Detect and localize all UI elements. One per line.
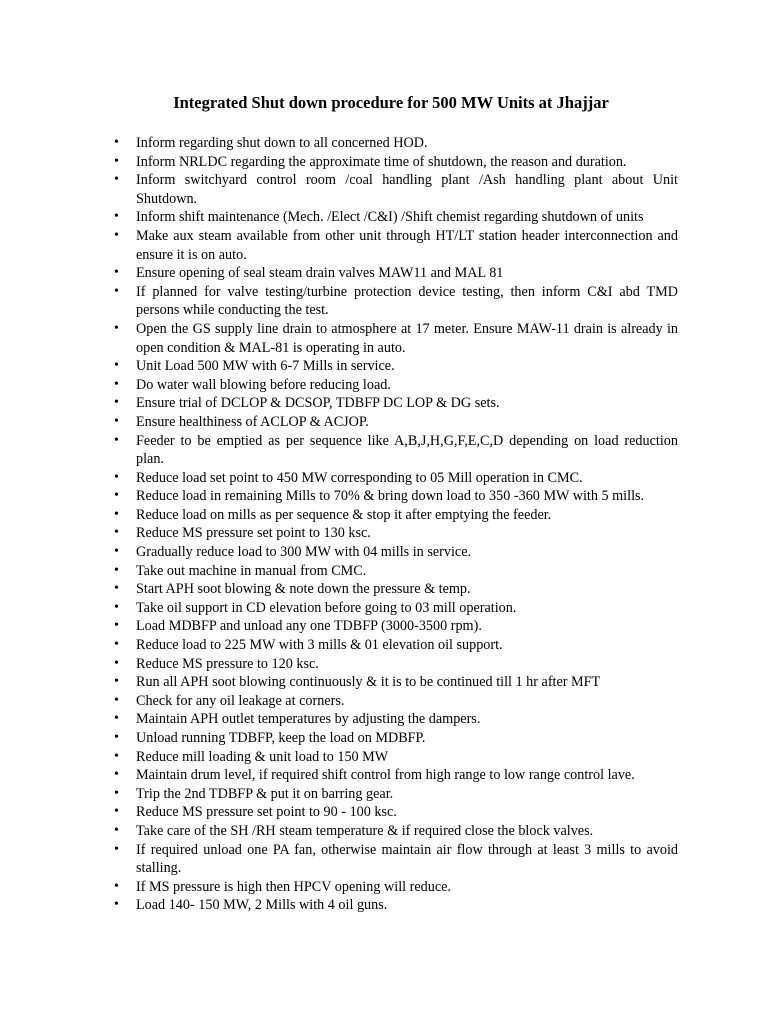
bullet-icon: • [114,209,119,225]
list-item-text: Take oil support in CD elevation before going to 03 mill operation. [136,599,517,616]
list-item [0,208,768,227]
list-item-text: Gradually reduce load to 300 MW with 04 mills in service. [136,544,472,561]
list-item [0,134,768,153]
list-item [0,264,768,283]
list-item-text: Inform switchyard control room /coal handling plant /Ash handling plant about Unit Shutdown. [136,172,678,207]
list-item-text: Feeder to be emptied as per sequence like A,B,J,H,G,F,E,C,D depending on load reduction plan. [136,432,678,468]
list-item [0,617,768,636]
bullet-icon: • [114,822,119,838]
list-item-text: Start APH soot blowing & note down the pressure & temp. [136,581,471,598]
bullet-icon: • [114,376,119,392]
list-item-text: Make aux steam available from other unit through HT/LT station header interconnection and ensure it is on auto. [136,227,678,263]
list-item-text: Unload running TDBFP, keep the load on MDBFP. [136,730,426,746]
list-item-text: Reduce mill loading & unit load to 150 MW [136,748,389,765]
document-title: Integrated Shut down procedure for 500 MW Units at Jhajjar [173,93,609,112]
list-item [0,580,768,599]
list-item [0,487,768,506]
list-item [0,153,768,172]
list-item [0,766,768,785]
bullet-icon: • [114,674,119,690]
bullet-icon: • [114,730,119,745]
bullet-icon: • [114,283,119,299]
bullet-icon: • [114,413,119,429]
bullet-icon: • [114,581,119,597]
list-item-text: Ensure trial of DCLOP & DCSOP, TDBFP DC LOP & DG sets. [136,395,500,412]
bullet-icon: • [114,897,119,913]
bullet-icon: • [114,358,119,374]
bullet-icon: • [114,525,119,541]
bullet-icon: • [114,692,119,708]
list-item-text: Take out machine in manual from CMC. [136,562,367,579]
list-item-text: If planned for valve testing/turbine protection device testing, then inform C&I abd TMD persons while conducting the test. [136,283,678,319]
bullet-icon: • [114,637,119,653]
list-item [0,524,768,543]
list-item [0,283,768,320]
list-item [0,543,768,562]
bullet-icon: • [114,265,119,281]
bullet-icon: • [114,785,119,801]
bullet-icon: • [114,488,119,504]
list-item [0,171,768,208]
bullet-icon: • [114,748,119,764]
list-item [0,357,768,376]
list-item [0,655,768,674]
list-item [0,896,768,915]
list-item [0,710,768,729]
bullet-icon: • [114,172,119,188]
list-item-text: Reduce MS pressure to 120 ksc. [136,655,319,672]
bullet-icon: • [114,562,119,578]
bullet-icon: • [114,320,119,336]
list-item [0,822,768,841]
bullet-icon: • [114,767,119,783]
procedure-list [0,134,768,915]
list-item [0,376,768,395]
list-item-text: Load 140- 150 MW, 2 Mills with 4 oil guns. [136,897,388,914]
list-item [0,432,768,469]
list-item-text: Take care of the SH /RH steam temperature & if required close the block valves. [136,822,594,839]
list-item [0,785,768,804]
list-item [0,729,768,748]
bullet-icon: • [114,841,119,857]
list-item-text: Run all APH soot blowing continuously & it is to be continued till 1 hr after MFT [136,674,601,691]
list-item-text: If MS pressure is high then HPCV opening will reduce. [136,878,451,895]
bullet-icon: • [114,544,119,560]
list-item-text: Reduce load in remaining Mills to 70% & bring down load to 350 -360 MW with 5 mills. [136,488,645,505]
bullet-icon: • [114,655,119,671]
list-item-text: Inform regarding shut down to all concerned HOD. [136,135,428,151]
list-item [0,227,768,264]
bullet-icon: • [114,227,119,243]
list-item [0,803,768,822]
list-item-text: Trip the 2nd TDBFP & put it on barring gear. [136,785,394,802]
bullet-icon: • [114,878,119,894]
list-item [0,469,768,488]
list-item-text: Maintain APH outlet temperatures by adjusting the dampers. [136,711,481,728]
list-item [0,692,768,711]
bullet-icon: • [114,711,119,727]
list-item-text: If required unload one PA fan, otherwise maintain air flow through at least 3 mills to avoid stalling. [136,841,678,877]
list-item-text: Inform NRLDC regarding the approximate time of shutdown, the reason and duration. [136,153,627,170]
bullet-icon: • [114,618,119,634]
bullet-icon: • [114,135,119,150]
bullet-icon: • [114,153,119,169]
list-item [0,599,768,618]
list-item-text: Do water wall blowing before reducing load. [136,376,391,393]
list-item-text: Check for any oil leakage at corners. [136,692,345,709]
list-item [0,673,768,692]
list-item [0,562,768,581]
bullet-icon: • [114,432,119,448]
list-item [0,413,768,432]
list-item-text: Ensure opening of seal steam drain valves MAW11 and MAL 81 [136,265,504,282]
list-item-text: Load MDBFP and unload any one TDBFP (3000-3500 rpm). [136,618,482,635]
list-item-text: Open the GS supply line drain to atmosphere at 17 meter. Ensure MAW-11 drain is already in open condition & MAL-81 is operating in auto. [136,320,678,356]
list-item [0,841,768,878]
list-item-text: Maintain drum level, if required shift control from high range to low range control lave. [136,767,635,784]
list-item [0,320,768,357]
list-item-text: Reduce MS pressure set point to 90 - 100 ksc. [136,804,397,821]
list-item [0,394,768,413]
list-item-text: Reduce load set point to 450 MW corresponding to 05 Mill operation in CMC. [136,469,583,486]
list-item-text: Inform shift maintenance (Mech. /Elect /C&I) /Shift chemist regarding shutdown of units [136,209,644,226]
list-item-text: Reduce load to 225 MW with 3 mills & 01 elevation oil support. [136,637,503,654]
list-item-text: Unit Load 500 MW with 6-7 Mills in service. [136,358,395,375]
bullet-icon: • [114,506,119,522]
bullet-icon: • [114,395,119,411]
bullet-icon: • [114,804,119,820]
list-item-text: Reduce load on mills as per sequence & stop it after emptying the feeder. [136,506,552,523]
bullet-icon: • [114,599,119,615]
list-item [0,506,768,525]
list-item-text: Ensure healthiness of ACLOP & ACJOP. [136,413,369,430]
list-item [0,878,768,897]
list-item [0,748,768,767]
bullet-icon: • [114,469,119,485]
list-item-text: Reduce MS pressure set point to 130 ksc. [136,525,371,542]
list-item [0,636,768,655]
